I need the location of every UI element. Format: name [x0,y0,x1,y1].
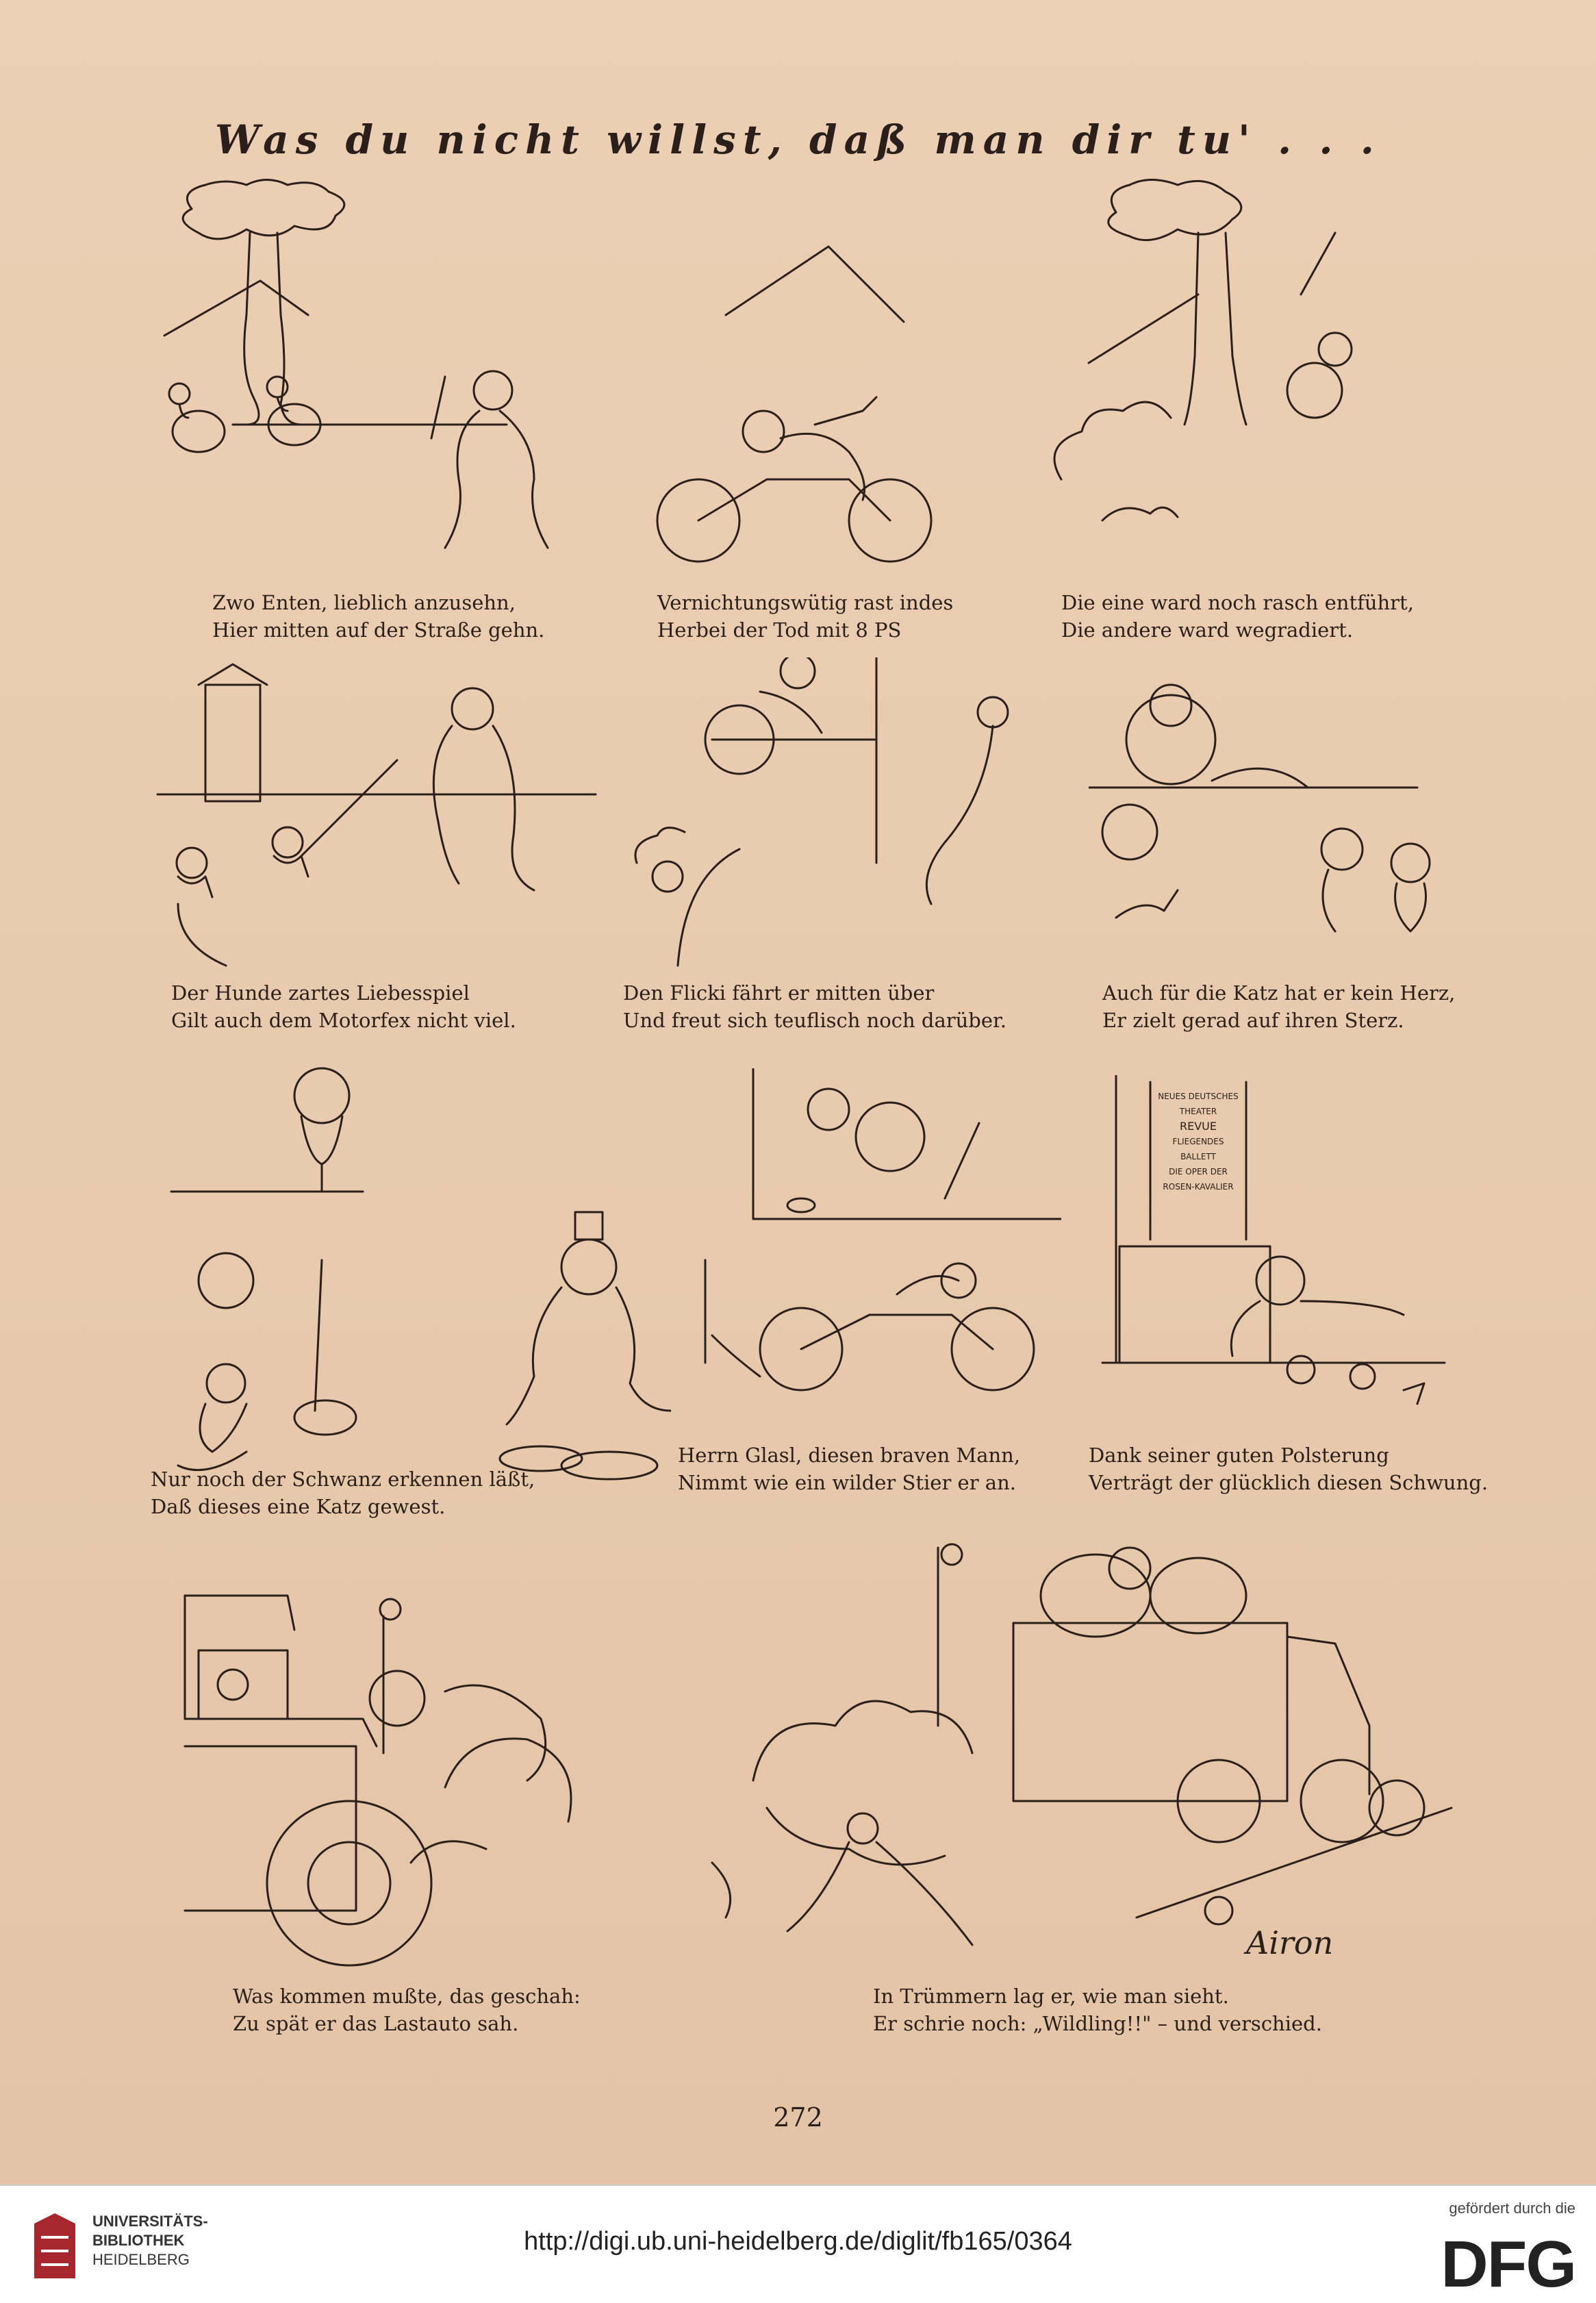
caption-1 [212,589,544,644]
page-number: 272 [773,2102,823,2132]
caption-5-line-1: Den Flicki fährt er mitten über [623,981,935,1005]
panel-6-cat [1089,657,1472,1032]
caption-3 [1061,589,1414,644]
library-name-line-2: BIBLIOTHEK [92,2232,185,2249]
dogs-drawing [151,657,603,1007]
source-url-link[interactable]: http://digi.ub.uni-heidelberg.de/diglit/fb165/0364 [524,2227,1072,2256]
caption-2-line-2: Herbei der Tod mit 8 PS [657,618,902,642]
panel-7-cat-tail [151,1055,671,1534]
library-name-line-1: UNIVERSITÄTS- [92,2213,208,2230]
caption-6-line-2: Er zielt gerad auf ihren Sterz. [1102,1009,1404,1032]
truck-collision-drawing [171,1555,623,2034]
panel-5-flicki [603,657,1041,1032]
panel-9-poster-column [1089,1075,1489,1534]
caption-5 [623,979,1006,1034]
poster-line-3: FLIEGENDES BALLETT [1172,1137,1224,1161]
cat-tail-drawing [151,1055,671,1534]
funded-by-label: gefördert durch die [1449,2200,1575,2217]
caption-3-line-1: Die eine ward noch rasch entführt, [1061,591,1414,614]
footer-bar [0,2185,1596,2303]
caption-3-line-2: Die andere ward wegradiert. [1061,618,1354,642]
dfg-logo: DFG [1441,2228,1575,2301]
caption-2-line-1: Vernichtungswütig rast indes [657,591,954,614]
poster-text [1157,1089,1239,1194]
caption-4-line-2: Gilt auch dem Motorfex nicht viel. [171,1009,516,1032]
tree-duck-drawing [986,178,1465,582]
caption-10-line-2: Zu spät er das Lastauto sah. [233,2012,519,2035]
poster-line-2: REVUE [1180,1120,1217,1133]
panel-11-wreckage [685,1534,1472,2054]
caption-7-line-1: Nur noch der Schwanz erkennen läßt, [151,1468,535,1491]
cat-drawing [1089,657,1472,1007]
caption-7 [151,1465,535,1520]
caption-11-line-1: In Trümmern lag er, wie man sieht. [873,1985,1229,2008]
poster-line-4: DIE OPER DER ROSEN-KAVALIER [1163,1167,1234,1192]
caption-9-line-1: Dank seiner guten Polsterung [1089,1444,1389,1467]
caption-8-line-2: Nimmt wie ein wilder Stier er an. [678,1471,1016,1494]
flicki-drawing [603,657,1041,1007]
caption-8-line-1: Herrn Glasl, diesen braven Mann, [678,1444,1021,1467]
caption-9 [1089,1442,1488,1496]
caption-6 [1102,979,1455,1034]
panel-2-motorcyclist [644,178,986,642]
caption-7-line-2: Daß dieses eine Katz gewest. [151,1495,446,1518]
signature: Airon [1246,1924,1334,1961]
panel-8-glasl [678,1068,1061,1534]
caption-5-line-2: Und freut sich teuflisch noch darüber. [623,1009,1006,1032]
panel-10-truck-collision [171,1555,623,2034]
wreckage-drawing [685,1534,1472,2054]
caption-6-line-1: Auch für die Katz hat er kein Herz, [1102,981,1456,1005]
caption-11 [873,1983,1322,2037]
caption-4 [171,979,516,1034]
library-name-line-3: HEIDELBERG [92,2251,190,2268]
panel-3-duck-flies [986,178,1465,642]
poster-line-1: NEUES DEUTSCHES THEATER [1158,1092,1239,1116]
caption-9-line-2: Verträgt der glücklich diesen Schwung. [1089,1471,1489,1494]
caption-10 [233,1983,581,2037]
ducks-drawing [151,178,603,582]
caption-11-line-2: Er schrie noch: „Wildling!!" – und verschied. [873,2012,1322,2035]
panel-4-dogs [151,657,603,1032]
page-title: Was du nicht willst, daß man dir tu' . . . [215,116,1381,163]
panel-1-ducks [151,178,603,642]
caption-10-line-1: Was kommen mußte, das geschah: [233,1985,581,2008]
caption-1-line-1: Zwo Enten, lieblich anzusehn, [212,591,516,614]
caption-8 [678,1442,1020,1496]
caption-2 [657,589,953,644]
motorcycle-drawing [644,178,986,582]
caption-4-line-1: Der Hunde zartes Liebesspiel [171,981,470,1005]
caption-1-line-2: Hier mitten auf der Straße gehn. [212,618,545,642]
